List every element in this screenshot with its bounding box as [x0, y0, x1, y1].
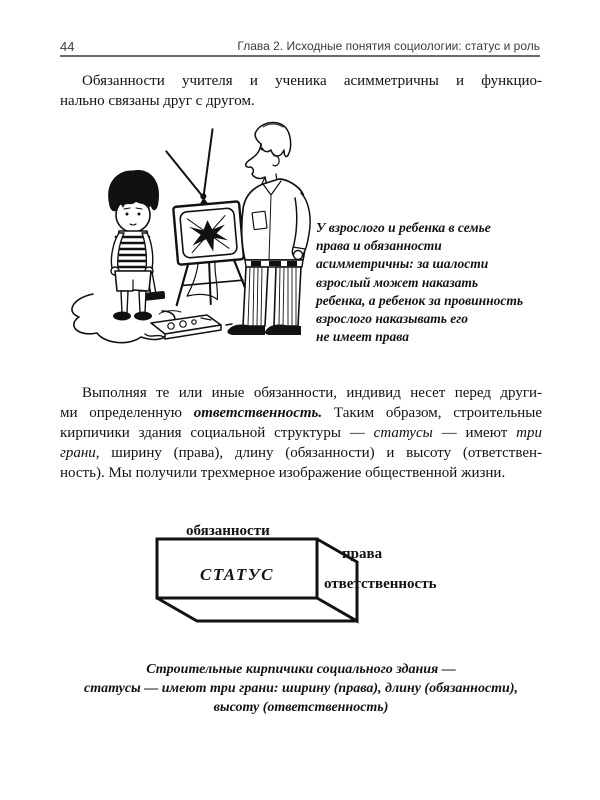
text-line: ность). Мы получили трехмерное изображение общественной жизни. [60, 465, 506, 481]
diagram-label-obligations: обязанности [186, 523, 270, 539]
text-line: Выполняя те или иные обязанности, индивид несет перед други- [82, 385, 542, 401]
text-line: кирпичики здания социальной структуры — статусы — имеют три [60, 425, 542, 441]
text-line: взрослого наказывать его [316, 311, 468, 327]
text-line: ми определенную ответственность. Таким образом, строительные [60, 405, 542, 421]
paragraph-2 [60, 383, 542, 483]
diagram-caption [60, 660, 542, 717]
text-line: не имеет права [316, 329, 409, 345]
diagram-label-responsibility: ответственность [324, 576, 437, 592]
text-line: грани, ширину (права), длину (обязанности) и высоту (ответствен- [60, 445, 542, 461]
text-line: асимметричны: за шалости [316, 256, 489, 272]
floor-device [151, 311, 232, 339]
diagram-status-label: СТАТУС [200, 565, 274, 584]
boy-figure [109, 171, 166, 321]
illustration-caption [316, 219, 554, 346]
text-line: нально связаны друг с другом. [60, 93, 255, 109]
text-line: статусы — имеют три грани: ширину (права), длину (обязанности), [83, 681, 518, 696]
text-line: У взрослого и ребенка в семье [316, 220, 491, 235]
status-box-diagram [140, 518, 470, 633]
paragraph-1 [60, 71, 542, 111]
tv-figure [162, 127, 250, 307]
diagram-label-rights: права [342, 546, 383, 562]
text-line: Обязанности учителя и ученика асимметричны и функцио- [82, 73, 542, 89]
chapter-title: Глава 2. Исходные понятия социологии: статус и роль [237, 39, 540, 53]
text-line: высоту (ответственность) [213, 700, 389, 715]
text-line: Строительные кирпичики социального здания — [146, 662, 456, 677]
text-line: ребенка, а ребенок за провинность [316, 292, 524, 308]
text-line: права и обязанности [316, 238, 442, 254]
page-number: 44 [60, 39, 75, 54]
text-line: взрослый может наказать [316, 274, 479, 290]
page-header [60, 34, 540, 57]
illustration-boy-broken-tv-adult [55, 118, 315, 358]
